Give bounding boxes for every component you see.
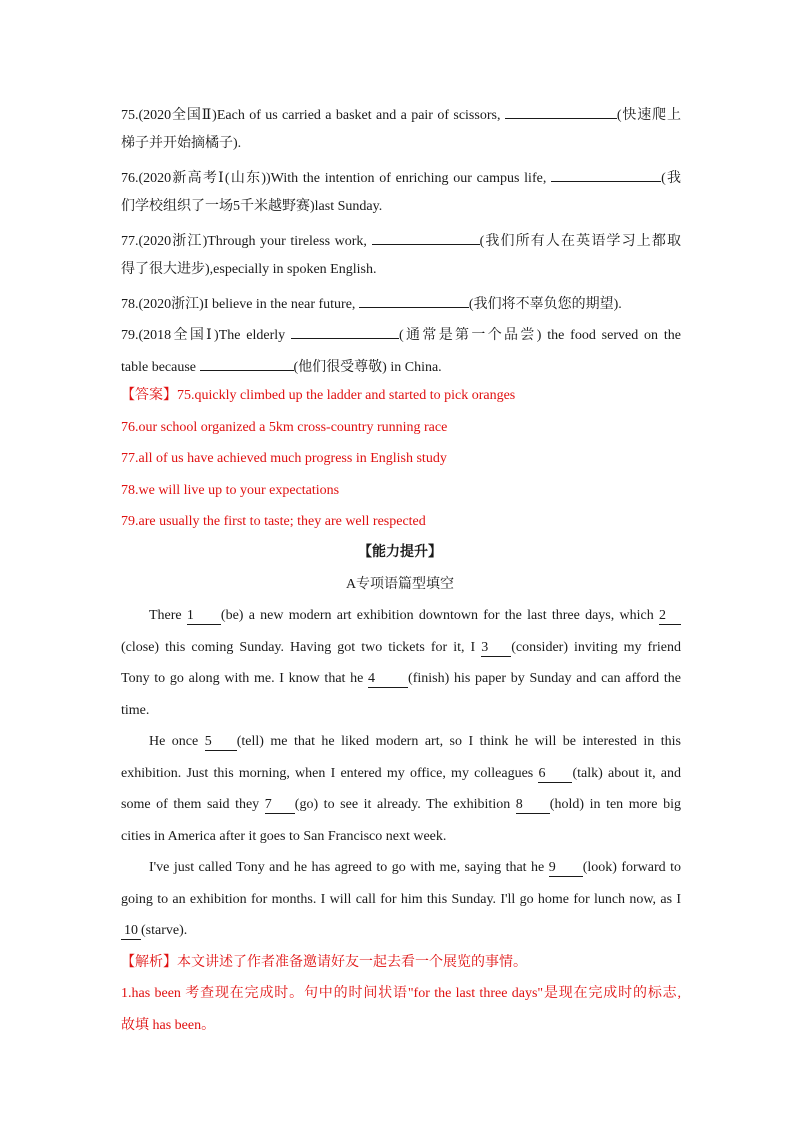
blank-2: 2	[659, 607, 681, 625]
question-78: 78.(2020浙江)I believe in the near future, (我们将不辜负您的期望).	[121, 292, 681, 315]
analysis-item-1-line-2: 故填 has been。	[121, 1018, 216, 1033]
answer-label: 【答案】	[121, 388, 177, 403]
answer-blank	[505, 103, 617, 119]
passage-p1-line-1: There 1 (be) a new modern art exhibition downtown for the last three days, which 2	[149, 606, 681, 626]
blank-8: 8	[516, 796, 550, 814]
answer-blank	[291, 323, 399, 339]
section-heading: 【能力提升】	[358, 545, 442, 560]
question-76-line-2: 们学校组织了一场5千米越野赛)last Sunday.	[121, 199, 383, 214]
answer-blank	[372, 229, 480, 245]
blank-9: 9	[549, 859, 583, 877]
passage-p2-line-2: exhibition. Just this morning, when I entered my office, my colleagues 6 (talk) about it, and	[121, 766, 681, 781]
passage-p1-line-4: time.	[121, 703, 150, 718]
passage-p1-line-2: (close) this coming Sunday. Having got two tickets for it, I 3 (consider) inviting my friend	[121, 640, 681, 655]
question-79-line-2: table because (他们很受尊敬) in China.	[121, 355, 681, 378]
question-79-line-1: 79.(2018全国Ⅰ)The elderly (通常是第一个品尝) the food served on the	[121, 323, 681, 346]
analysis-summary: 【解析】本文讲述了作者准备邀请好友一起去看一个展览的事情。	[121, 955, 527, 970]
blank-3: 3	[481, 639, 511, 657]
blank-5: 5	[205, 733, 237, 751]
blank-1: 1	[187, 607, 221, 625]
analysis-item-1-line-1: 1.has been 考查现在完成时。句中的时间状语"for the last three days"是现在完成时的标志,	[121, 986, 681, 1001]
question-77-line-1: 77.(2020浙江)Through your tireless work, (我们所有人在英语学习上都取	[121, 229, 681, 252]
blank-10: 10	[121, 922, 141, 940]
answer-79: 79.are usually the first to taste; they are well respected	[121, 514, 426, 529]
answer-blank	[551, 166, 661, 182]
answer-75: 【答案】75.quickly climbed up the ladder and started to pick oranges	[121, 388, 516, 403]
blank-4: 4	[368, 670, 408, 688]
analysis-label: 【解析】	[121, 955, 177, 970]
blank-7: 7	[265, 796, 295, 814]
question-75-line-1: 75.(2020全国Ⅱ)Each of us carried a basket and a pair of scissors, (快速爬上	[121, 103, 681, 126]
passage-p3-line-1: I've just called Tony and he has agreed to go with me, saying that he 9 (look) forward to	[149, 860, 682, 875]
question-76-line-1: 76.(2020新高考Ⅰ(山东))With the intention of enriching our campus life, (我	[121, 166, 681, 189]
question-77-line-2: 得了很大进步),especially in spoken English.	[121, 262, 377, 277]
passage-p2-line-1: He once 5 (tell) me that he liked modern art, so I think he will be interested in this	[149, 734, 681, 749]
answer-77: 77.all of us have achieved much progress in English study	[121, 451, 447, 466]
passage-p3-line-2: going to an exhibition for months. I will call for him this Sunday. I'll go home for lunch now, as I	[121, 892, 681, 907]
passage-p3-line-3: 10 (starve).	[121, 921, 681, 941]
answer-78: 78.we will live up to your expectations	[121, 483, 340, 498]
passage-p1-line-3: Tony to go along with me. I know that he 4 (finish) his paper by Sunday and can afford the	[121, 671, 681, 686]
passage-p2-line-3: some of them said they 7 (go) to see it already. The exhibition 8 (hold) in ten more big	[121, 797, 681, 812]
answer-76: 76.our school organized a 5km cross-country running race	[121, 420, 448, 435]
blank-6: 6	[538, 765, 572, 783]
question-75-line-2: 梯子并开始摘橘子).	[121, 136, 242, 151]
answer-blank	[200, 355, 294, 371]
answer-blank	[359, 292, 469, 308]
section-subheading: A专项语篇型填空	[345, 577, 455, 592]
passage-p2-line-4: cities in America after it goes to San Francisco next week.	[121, 829, 447, 844]
